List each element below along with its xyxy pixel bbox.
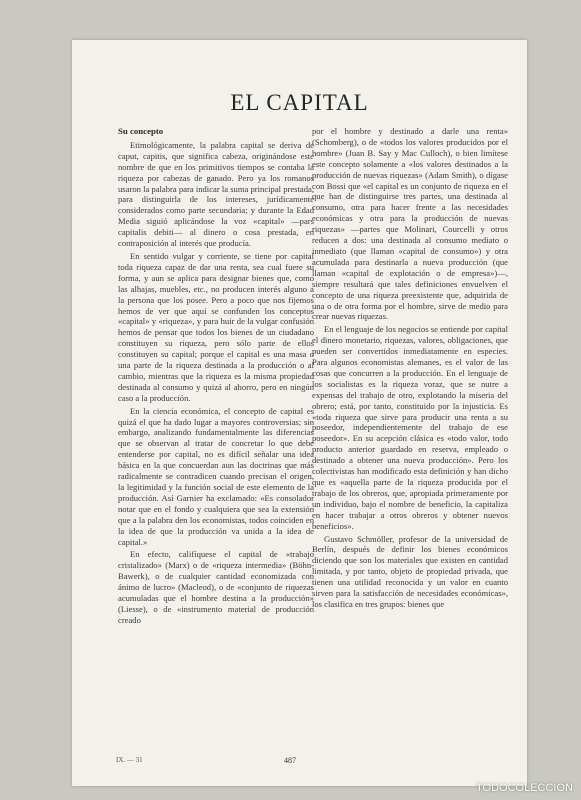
page-title: EL CAPITAL: [230, 90, 369, 115]
paragraph: En la ciencia económica, el concepto de capital es quizá el que ha dado lugar a mayores controversias; sin embargo, analizando fundamentalmente las diferencias que se observan al tratar de concretar lo que debe entenderse por capital, no es difícil señalar una idea básica en la que concuerdan aun las doctrinas que más radicalmente se contradicen cuando precisan el origen, la legitimidad y la función social de este elemento de la producción. Así Garnier ha exclamado: «Es consolador notar que en el fondo y cualquiera que sea la extensión que a la palabra den los economistas, todos coinciden en la idea de que la producción va unida a la idea de capital.»: [118, 405, 314, 547]
left-column: [118, 126, 314, 626]
paragraph: por el hombre y destinado a darle una renta» (Schomberg), o de «todos los valores producidos por el hombre» (Juan B. Say y Mac Culloch), o bien limítese este concepto solamente a «los valores destinados a la producción de nuevas riquezas» (Adam Smith), o dígase con Bossi que «el capital es un conjunto de riqueza en el que han de distinguirse tres partes, una destinada al consumo, otra para hacer frente a las necesidades económicas y otra para la producción de nuevas riquezas» —partes que Molinari, Courcelli y otros reducen a dos: una destinada al consumo mediato o inmediato (que llaman «capital de consumo») y otra acumulada para destinarla a nueva producción (que llaman «capital de explotación o de empresa»)—, siempre resultará que tales definiciones envuelven el concepto de una riqueza preexistente que, adquirida de una o de otra forma por el hombre, sirve de medio para crear nuevas riquezas.: [312, 126, 508, 322]
paragraph: Etimológicamente, la palabra capital se deriva de caput, capitis, que significa cabeza, originándose este nombre de que en los primitivos tiempos se contaba la riqueza por cabezas de ganado. Pero ya los romanos usaron la palabra para indicar la suma principal prestada, para distinguirla de los intereses, jurídicamente considerados como parte secundaria; y durante la Edad Media siguió aplicándose la voz «capital» —pars capitalis debiti— al dinero o cosa prestada, en contraposición al interés que producía.: [118, 139, 314, 249]
paragraph: En efecto, califíquese el capital de «trabajo cristalizado» (Marx) o de «riqueza intermedia» (Böhn-Bawerk), o de cualquier cantidad economizada con ánimo de lucro» (Macleod), o de «conjunto de riquezas acumuladas que el hombre destina a la producción» (Liesse), o de «instrumento material de producción creado: [118, 549, 314, 625]
watermark-logo: TODOCOLECCION: [476, 782, 573, 794]
section-heading: Su concepto: [118, 126, 164, 136]
paragraph: En el lenguaje de los negocios se entiende por capital el dinero monetario, riquezas, valores, obligaciones, que pueden ser convertidos inmediatamente en especies. Para algunos economistas alemanes, es el valor de las cosas que concurren a la producción. En el lenguaje de los socialistas es la riqueza voraz, que se nutre a expensas del trabajo de otro, explotando la miseria del obrero; está, por tanto, constituido por la injusticia. Es «toda riqueza que sirve para producir una renta a su poseedor, independientemente del trabajo de ese poseedor». En su acepción clásica es «todo valor, todo producto anterior guardado en reserva, empleado o destinado a obtener una nueva producción». Pero los colectivistas han modificado esta definición y han dicho que es «aquella parte de la riqueza producida por el trabajo de los obreros, que, apropiada primeramente por un individuo, bajo el nombre de beneficio, la capitaliza en hacer trabajar a otros obreros y obtener nuevos beneficios».: [312, 324, 508, 531]
paragraph: Gustavo Schmöller, profesor de la universidad de Berlín, después de definir los bienes económicos diciendo que son los materiales que existen en cantidad limitada, y por tanto, objeto de propiedad privada, que tienen una utilidad reconocida y un valor en cuanto sirven para la satisfacción de necesidades económicas», los clasifica en tres grupos: bienes que: [312, 533, 508, 609]
page-number: 487: [284, 756, 296, 765]
paragraph: En sentido vulgar y corriente, se tiene por capital toda riqueza capaz de dar una renta, sea cual fuere su forma, y aun se aplica para designar bienes que, como las alhajas, muebles, etc., no producen interés alguno a la persona que los posee. Pero a poco que nos fijemos hemos de ver que aquí se confunden los conceptos «capital» y «riqueza», y para huir de la vulgar confusión hemos de pensar que todos los bienes de un ciudadano constituyen su riqueza, pero sólo parte de ellos constituyen su capital; porque el capital es una masa o una parte de la riqueza destinada a la producción o al cambio, mientras que la riqueza es la misma propiedad destinada al consumo y quizá al ahorro, pero en ningún caso a la producción.: [118, 250, 314, 403]
document-page: [72, 40, 527, 786]
volume-signature: IX. — 31: [116, 756, 143, 764]
right-column: [312, 126, 508, 610]
